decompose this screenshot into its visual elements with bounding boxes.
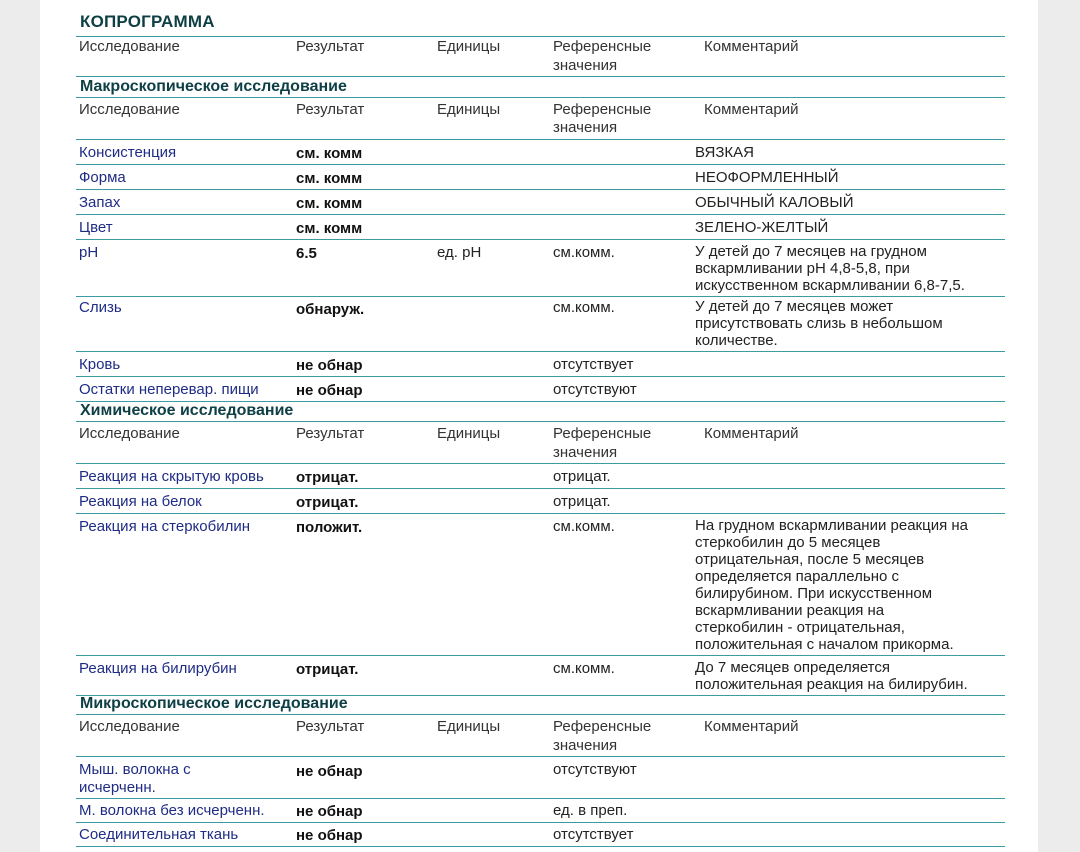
row-divider — [76, 164, 1005, 165]
row-comment: ОБЫЧНЫЙ КАЛОВЫЙ — [695, 194, 854, 211]
row-comment: присутствовать слизь в небольшом — [695, 315, 943, 332]
row-divider — [76, 76, 1005, 77]
header-units: Единицы — [437, 425, 501, 442]
header-ref-2: значения — [553, 119, 618, 136]
report-page — [40, 0, 1038, 852]
row-ref: см.комм. — [553, 518, 615, 535]
row-result: 6.5 — [296, 245, 317, 262]
header-ref-2: значения — [553, 737, 618, 754]
row-divider — [76, 756, 1005, 757]
row-name: Слизь — [79, 299, 122, 316]
row-name: Форма — [79, 169, 126, 186]
header-units: Единицы — [437, 101, 501, 118]
row-name: Остатки неперевар. пищи — [79, 381, 259, 398]
row-result: см. комм — [296, 220, 363, 237]
row-divider — [76, 822, 1005, 823]
row-units: ед. pH — [437, 244, 482, 261]
row-divider — [76, 714, 1005, 715]
row-divider — [76, 655, 1005, 656]
section-title-macro: Макроскопическое исследование — [80, 78, 347, 95]
row-result: не обнар — [296, 763, 363, 780]
row-ref: отсутствуют — [553, 761, 637, 778]
row-comment: На грудном вскармливании реакция на — [695, 517, 968, 534]
header-comment: Комментарий — [704, 101, 799, 118]
row-comment: отрицательная, после 5 месяцев — [695, 551, 925, 568]
row-ref: отрицат. — [553, 493, 611, 510]
row-result: обнаруж. — [296, 301, 365, 318]
row-comment: искусственном вскармливании 6,8-7,5. — [695, 277, 965, 294]
header-units: Единицы — [437, 718, 501, 735]
row-name: Реакция на стеркобилин — [79, 518, 250, 535]
header-study: Исследование — [79, 38, 180, 55]
section-title-chem: Химическое исследование — [80, 402, 294, 419]
row-divider — [76, 36, 1005, 37]
header-result: Результат — [296, 101, 365, 118]
header-study: Исследование — [79, 101, 180, 118]
section-title-micro: Микроскопическое исследование — [80, 695, 348, 712]
row-comment: ЗЕЛЕНО-ЖЕЛТЫЙ — [695, 219, 829, 236]
row-comment: У детей до 7 месяцев на грудном — [695, 243, 927, 260]
row-comment: билирубином. При искусственном — [695, 585, 933, 602]
row-divider — [76, 351, 1005, 352]
header-ref-2: значения — [553, 444, 618, 461]
row-name: Соединительная ткань — [79, 826, 239, 843]
row-divider — [76, 846, 1005, 847]
row-divider — [76, 239, 1005, 240]
row-divider — [76, 296, 1005, 297]
row-ref: см.комм. — [553, 660, 615, 677]
row-result: не обнар — [296, 803, 363, 820]
header-comment: Комментарий — [704, 425, 799, 442]
row-comment: количестве. — [695, 332, 778, 349]
row-result: см. комм — [296, 145, 363, 162]
row-name: Реакция на билирубин — [79, 660, 237, 677]
header-ref: Референсные — [553, 718, 652, 735]
row-name: Консистенция — [79, 144, 177, 161]
row-divider — [76, 513, 1005, 514]
header-ref: Референсные — [553, 38, 652, 55]
row-name: Запах — [79, 194, 121, 211]
row-result: положит. — [296, 519, 363, 536]
row-divider — [76, 463, 1005, 464]
row-result: отрицат. — [296, 469, 359, 486]
row-divider — [76, 189, 1005, 190]
row-name: Мыш. волокна с — [79, 761, 191, 778]
row-divider — [76, 139, 1005, 140]
header-comment: Комментарий — [704, 718, 799, 735]
header-result: Результат — [296, 38, 365, 55]
row-result: не обнар — [296, 382, 363, 399]
row-name: Реакция на белок — [79, 493, 202, 510]
row-ref: отсутствует — [553, 356, 634, 373]
row-divider — [76, 488, 1005, 489]
row-ref: отрицат. — [553, 468, 611, 485]
row-result: не обнар — [296, 357, 363, 374]
row-result: не обнар — [296, 827, 363, 844]
header-comment: Комментарий — [704, 38, 799, 55]
row-comment: определяется параллельно с — [695, 568, 899, 585]
row-ref: отсутствует — [553, 826, 634, 843]
row-comment: До 7 месяцев определяется — [695, 659, 890, 676]
row-divider — [76, 97, 1005, 98]
row-comment: стеркобилин - отрицательная, — [695, 619, 905, 636]
header-ref: Референсные — [553, 101, 652, 118]
row-ref: см.комм. — [553, 244, 615, 261]
row-divider — [76, 421, 1005, 422]
row-comment: У детей до 7 месяцев может — [695, 298, 894, 315]
row-comment: НЕОФОРМЛЕННЫЙ — [695, 169, 839, 186]
header-result: Результат — [296, 718, 365, 735]
row-name: Реакция на скрытую кровь — [79, 468, 264, 485]
row-name: М. волокна без исчерченн. — [79, 802, 265, 819]
row-divider — [76, 798, 1005, 799]
row-divider — [76, 376, 1005, 377]
row-comment: стеркобилин до 5 месяцев — [695, 534, 881, 551]
row-result: отрицат. — [296, 494, 359, 511]
header-ref: Референсные — [553, 425, 652, 442]
header-units: Единицы — [437, 38, 501, 55]
header-study: Исследование — [79, 425, 180, 442]
row-ref: отсутствуют — [553, 381, 637, 398]
row-name: pH — [79, 244, 99, 261]
row-result: см. комм — [296, 195, 363, 212]
row-ref: см.комм. — [553, 299, 615, 316]
row-comment: положительная реакция на билирубин. — [695, 676, 968, 693]
header-study: Исследование — [79, 718, 180, 735]
row-comment: вскармливании pH 4,8-5,8, при — [695, 260, 910, 277]
row-name-2: исчерченн. — [79, 779, 156, 796]
row-comment: ВЯЗКАЯ — [695, 144, 754, 161]
row-divider — [76, 214, 1005, 215]
report-title: КОПРОГРАММА — [80, 12, 215, 31]
row-name: Кровь — [79, 356, 121, 373]
row-name: Цвет — [79, 219, 113, 236]
header-result: Результат — [296, 425, 365, 442]
row-result: см. комм — [296, 170, 363, 187]
row-comment: вскармливании реакция на — [695, 602, 885, 619]
header-ref-2: значения — [553, 57, 618, 74]
row-result: отрицат. — [296, 661, 359, 678]
row-ref: ед. в преп. — [553, 802, 628, 819]
row-comment: положительная с началом прикорма. — [695, 636, 954, 653]
